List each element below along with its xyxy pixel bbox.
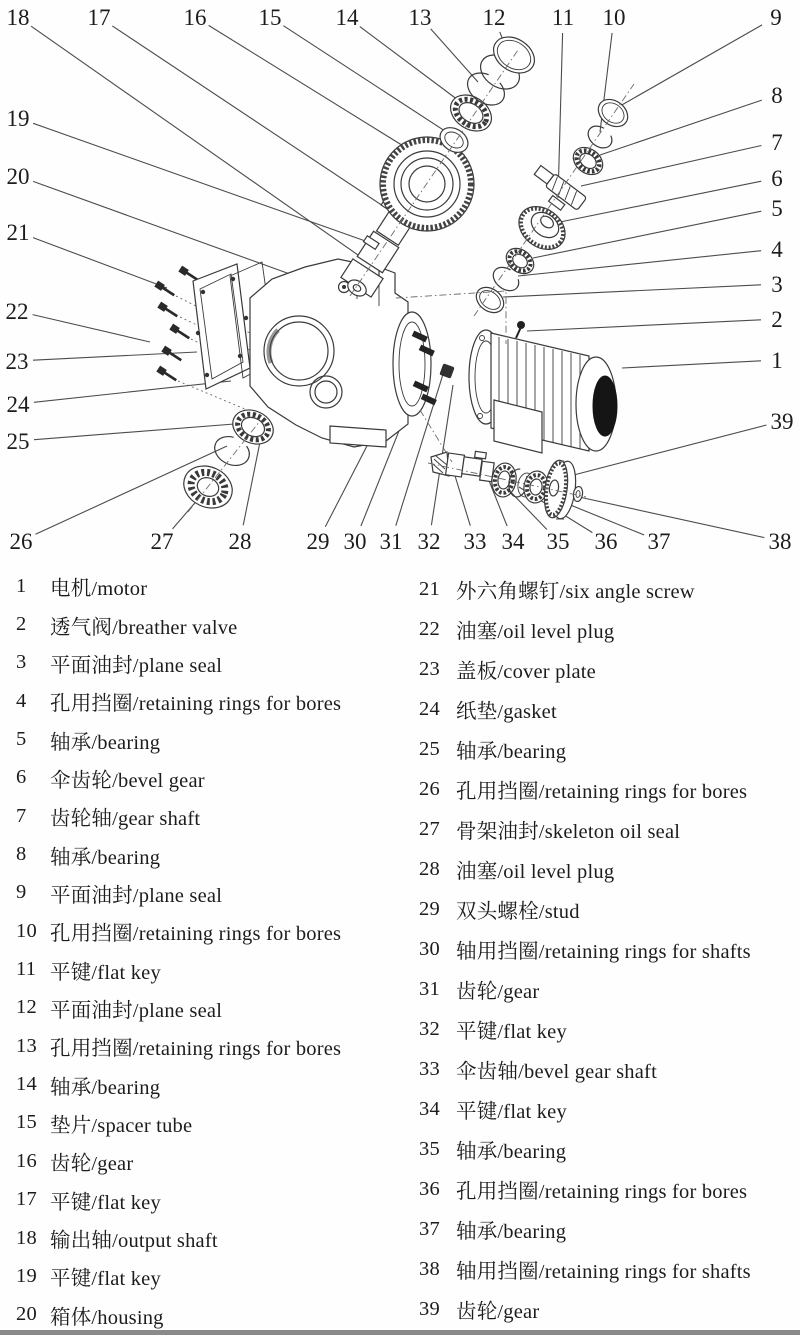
leader-line-3 [503,285,761,297]
parts-list-row-20 [0,1296,400,1334]
part-number: 25 [419,737,440,760]
flat-key-34 [475,451,487,458]
part-label: 孔用挡圈/retaining rings for bores [50,693,342,716]
part-number: 18 [16,1226,37,1249]
parts-list-row-13 [0,1027,400,1065]
part-label: 盖板/cover plate [456,661,596,683]
part-label: 孔用挡圈/retaining rings for bores [50,923,342,946]
leader-line-2 [527,320,761,331]
callout-31: 31 [379,529,403,554]
part-number: 15 [16,1111,37,1134]
leader-lines [31,25,766,538]
leader-line-24 [34,381,231,402]
part-number: 14 [16,1073,37,1096]
part-number: 21 [419,577,440,600]
part-number: 19 [16,1264,37,1287]
part-number: 17 [16,1188,37,1211]
part-label: 平键/flat key [50,1191,161,1214]
parts-list-row-26 [403,769,800,809]
part-number: 32 [419,1017,440,1040]
callout-11: 11 [551,5,575,30]
parts-list-left-column [0,567,400,1334]
part-label: 纸垫/gasket [456,701,557,723]
part-number: 24 [419,697,440,720]
part-label: 轴用挡圈/retaining rings for shafts [456,1261,751,1283]
callout-26: 26 [9,529,33,554]
part-label: 轴承/bearing [50,846,161,869]
part-label: 平面油封/plane seal [50,884,223,907]
part-number: 23 [419,657,440,680]
part-number: 9 [16,881,27,904]
bearing-5 [501,243,538,279]
part-label: 孔用挡圈/retaining rings for bores [456,781,748,803]
callout-8: 8 [771,83,783,108]
parts-list-row-32 [403,1009,800,1049]
leader-line-4 [518,251,761,276]
leader-line-25 [34,423,247,440]
part-number: 33 [419,1057,440,1080]
parts-list-row-9 [0,874,400,912]
parts-list-row-4 [0,682,400,720]
part-label: 齿轮轴/gear shaft [50,808,201,831]
part-number: 27 [419,817,440,840]
part-number: 4 [16,689,27,712]
part-number: 26 [419,777,440,800]
callout-9: 9 [770,5,782,30]
parts-list-row-38 [403,1249,800,1289]
callout-30: 30 [343,529,367,554]
leader-line-11 [558,33,563,198]
parts-list-row-15 [0,1104,400,1142]
callout-19: 19 [6,106,30,131]
part-label: 平键/flat key [50,1268,161,1291]
part-label: 垫片/spacer tube [50,1114,193,1137]
parts-list-row-18 [0,1219,400,1257]
part-label: 齿轮/gear [456,981,540,1003]
callout-25: 25 [6,429,30,454]
gear-shaft-7 [532,164,586,210]
callout-34: 34 [501,529,525,554]
motor-1 [469,321,617,453]
callout-4: 4 [771,237,783,262]
parts-list-row-22 [403,609,800,649]
callout-29: 29 [306,529,330,554]
callout-23: 23 [5,349,29,374]
leader-line-7 [581,146,761,187]
part-label: 油塞/oil level plug [456,621,615,643]
callout-24: 24 [6,392,30,417]
part-label: 轴承/bearing [50,1076,161,1099]
callout-37: 37 [647,529,671,554]
housing-20 [250,259,431,447]
part-label: 平键/flat key [456,1101,567,1123]
parts-list-right-column [403,569,800,1329]
part-label: 轴用挡圈/retaining rings for shafts [456,941,751,963]
leader-line-22 [33,315,150,342]
exploded-diagram [0,0,800,562]
part-label: 轴承/bearing [456,741,567,763]
part-number: 29 [419,897,440,920]
part-label: 平面油封/plane seal [50,654,223,677]
parts-list-row-23 [403,649,800,689]
bevel-gear-shaft-33 [431,451,494,481]
parts-list-row-10 [0,912,400,950]
breather-valve-2 [516,321,525,338]
callout-13: 13 [408,5,432,30]
parts-list-row-16 [0,1142,400,1180]
callout-5: 5 [771,196,783,221]
callout-6: 6 [771,166,783,191]
callout-15: 15 [258,5,282,30]
leader-line-16 [209,25,413,152]
part-number: 8 [16,843,27,866]
callout-38: 38 [768,529,792,554]
gear-39 [541,459,579,520]
part-number: 28 [419,857,440,880]
leader-line-9 [620,25,762,106]
callout-20: 20 [6,164,30,189]
part-label: 电机/motor [50,578,148,601]
part-number: 5 [16,728,27,751]
gear-31 [439,363,454,378]
part-number: 16 [16,1149,37,1172]
part-number: 3 [16,651,27,674]
part-label: 透气阀/breather valve [50,616,238,639]
part-label: 平面油封/plane seal [50,999,223,1022]
part-number: 13 [16,1034,37,1057]
part-label: 伞齿轮/bevel gear [50,769,205,792]
callout-12: 12 [482,5,506,30]
part-number: 6 [16,766,27,789]
parts-list-row-5 [0,720,400,758]
part-label: 齿轮/gear [456,1301,540,1323]
part-label: 伞齿轴/bevel gear shaft [456,1061,657,1083]
callout-22: 22 [5,299,29,324]
callout-7: 7 [771,130,783,155]
part-number: 12 [16,996,37,1019]
callout-16: 16 [183,5,207,30]
leader-line-18 [31,26,368,262]
parts-list-row-34 [403,1089,800,1129]
parts-list-row-31 [403,969,800,1009]
parts-list-row-11 [0,950,400,988]
part-number: 31 [419,977,440,1000]
parts-list-row-35 [403,1129,800,1169]
part-number: 2 [16,613,27,636]
parts-list-row-30 [403,929,800,969]
bottom-divider [0,1330,800,1335]
callout-33: 33 [463,529,487,554]
parts-list-row-1 [0,567,400,605]
part-number: 20 [16,1303,37,1326]
callout-35: 35 [546,529,570,554]
part-label: 孔用挡圈/retaining rings for bores [456,1181,748,1203]
part-label: 齿轮/gear [50,1153,134,1176]
plane-seal-12 [487,30,541,81]
leader-line-21 [33,238,167,288]
leader-line-28 [243,432,262,525]
parts-list-row-28 [403,849,800,889]
part-number: 11 [16,958,37,981]
part-label: 孔用挡圈/retaining rings for bores [50,1038,342,1061]
parts-list-row-6 [0,759,400,797]
part-label: 轴承/bearing [50,731,161,754]
part-number: 10 [16,919,37,942]
leader-line-6 [560,181,761,222]
callout-3: 3 [771,272,783,297]
parts-list-row-36 [403,1169,800,1209]
part-number: 7 [16,804,27,827]
parts-list-row-19 [0,1257,400,1295]
callout-39: 39 [770,409,794,434]
leader-line-14 [360,27,462,103]
callout-1: 1 [771,348,783,373]
parts-list-row-12 [0,989,400,1027]
part-label: 轴承/bearing [456,1221,567,1243]
cover-plate-23 [193,264,250,389]
leader-line-17 [112,26,389,210]
bearing-25 [227,404,279,451]
leader-line-1 [622,361,761,368]
part-label: 双头螺栓/stud [456,901,580,923]
parts-list-row-2 [0,605,400,643]
part-number: 30 [419,937,440,960]
parts-list-row-21 [403,569,800,609]
part-label: 平键/flat key [50,961,161,984]
part-number: 36 [419,1177,440,1200]
callout-2: 2 [771,307,783,332]
callout-21: 21 [6,220,30,245]
callout-17: 17 [87,5,111,30]
parts-list-row-24 [403,689,800,729]
leader-line-15 [283,26,448,133]
parts-list-row-27 [403,809,800,849]
part-number: 22 [419,617,440,640]
leader-line-13 [431,29,478,82]
parts-list-row-25 [403,729,800,769]
parts-list-row-3 [0,644,400,682]
callout-36: 36 [594,529,618,554]
part-label: 骨架油封/skeleton oil seal [456,821,681,843]
part-number: 37 [419,1217,440,1240]
part-label: 轴承/bearing [456,1141,567,1163]
part-label: 输出轴/output shaft [50,1230,218,1253]
leader-line-5 [533,211,761,258]
parts-list-row-39 [403,1289,800,1329]
parts-list-row-29 [403,889,800,929]
callout-18: 18 [6,5,30,30]
part-number: 38 [419,1257,440,1280]
parts-list-row-14 [0,1065,400,1103]
leader-line-19 [33,123,371,243]
part-label: 外六角螺钉/six angle screw [456,581,695,603]
part-number: 34 [419,1097,440,1120]
parts-list-row-17 [0,1181,400,1219]
callout-14: 14 [335,5,359,30]
parts-list-row-37 [403,1209,800,1249]
parts-list-row-33 [403,1049,800,1089]
callout-27: 27 [150,529,174,554]
part-label: 箱体/housing [50,1306,164,1329]
part-number: 39 [419,1297,440,1320]
part-label: 平键/flat key [456,1021,567,1043]
parts-list-row-8 [0,835,400,873]
callout-28: 28 [228,529,252,554]
part-label: 油塞/oil level plug [456,861,615,883]
callout-labels [6,5,794,554]
parts-list-row-7 [0,797,400,835]
part-number: 1 [16,574,27,597]
callout-32: 32 [417,529,441,554]
callout-10: 10 [602,5,626,30]
part-number: 35 [419,1137,440,1160]
